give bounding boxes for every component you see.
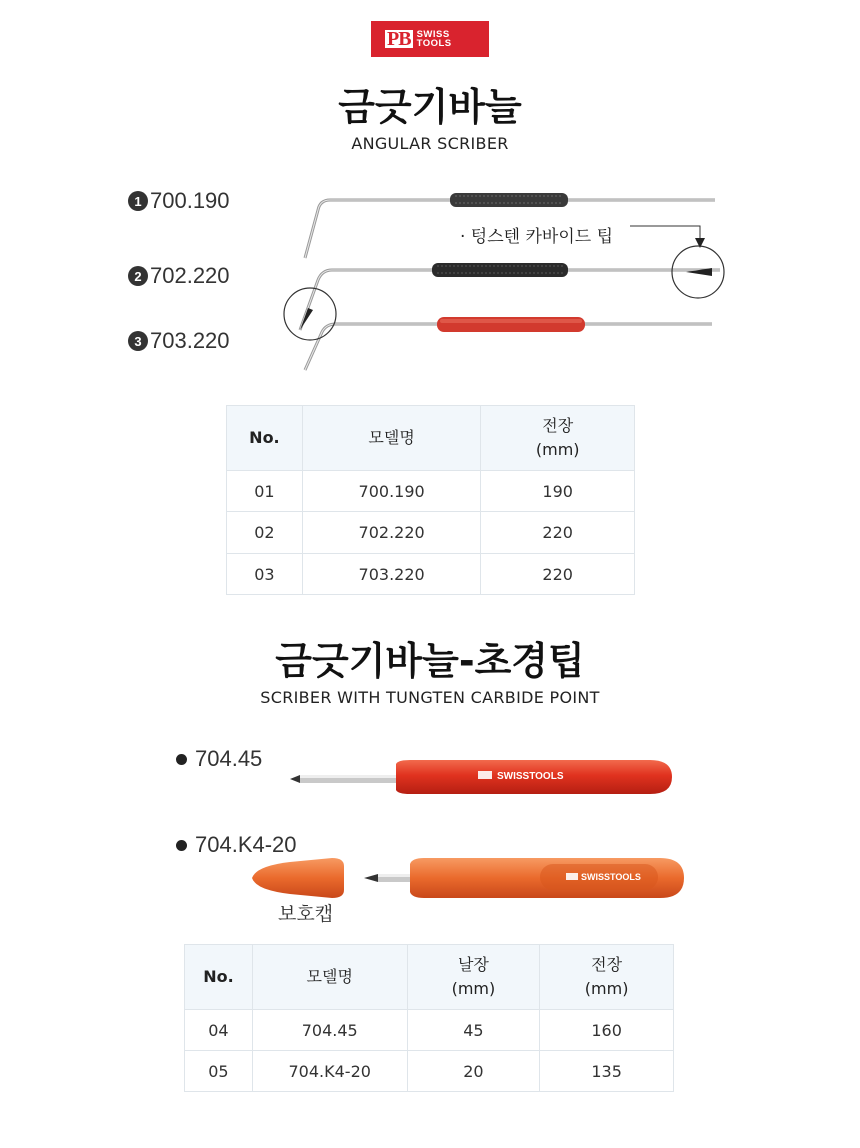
cell-model: 703.220 <box>302 554 481 595</box>
scriber-703-220 <box>305 317 712 370</box>
model-code: 704.45 <box>195 746 263 771</box>
spec-table-1 <box>226 405 635 595</box>
col-no: No. <box>185 945 253 1010</box>
cell-model: 702.220 <box>302 512 481 554</box>
number-badge-icon: 2 <box>128 266 148 286</box>
col-length: 전장 (mm) <box>481 406 635 471</box>
cell-length: 160 <box>540 1010 674 1051</box>
cell-model: 704.45 <box>252 1010 407 1051</box>
col-length: 전장 (mm) <box>540 945 674 1010</box>
cell-length: 190 <box>481 471 635 512</box>
table-row <box>227 471 635 512</box>
number-badge-icon: 3 <box>128 331 148 351</box>
spec-table-2 <box>184 944 674 1092</box>
cell-no: 02 <box>227 512 303 554</box>
cell-model: 700.190 <box>302 471 481 512</box>
col-blade-length: 날장 (mm) <box>407 945 540 1010</box>
model-code: 704.K4-20 <box>195 832 297 857</box>
section2-title: 금긋기바늘-초경팁 <box>275 639 585 683</box>
svg-text:SWISSTOOLS: SWISSTOOLS <box>497 771 564 782</box>
table-row <box>185 1051 674 1092</box>
section1-title: 금긋기바늘 <box>338 85 522 129</box>
number-badge-icon: 1 <box>128 191 148 211</box>
table-row <box>227 512 635 554</box>
scriber-704-k4-20 <box>364 858 684 898</box>
logo-pb-mark: PB <box>387 28 411 50</box>
logo-line2: TOOLS <box>416 38 452 49</box>
logo-line1: SWISS <box>416 29 450 40</box>
protective-cap <box>252 858 344 898</box>
cell-no: 03 <box>227 554 303 595</box>
section1-subtitle: ANGULAR SCRIBER <box>351 134 509 153</box>
cell-model: 704.K4-20 <box>252 1051 407 1092</box>
tungsten-tip-callout: · 텅스텐 카바이드 팁 <box>460 227 613 247</box>
carbide-scribers-illustration <box>0 752 860 912</box>
model-code: 700.190 <box>150 188 230 213</box>
table-row <box>227 554 635 595</box>
model-code: 702.220 <box>150 263 230 288</box>
cell-length: 220 <box>481 554 635 595</box>
cell-blade-length: 45 <box>407 1010 540 1051</box>
cap-label: 보호캡 <box>278 903 334 925</box>
handle-2 <box>432 263 568 277</box>
svg-text:SWISSTOOLS: SWISSTOOLS <box>581 872 641 882</box>
cell-length: 220 <box>481 512 635 554</box>
brand-logo <box>371 21 489 57</box>
col-model: 모델명 <box>252 945 407 1010</box>
model-code: 703.220 <box>150 328 230 353</box>
cell-no: 05 <box>185 1051 253 1092</box>
scriber-704-45 <box>290 760 672 794</box>
col-model: 모델명 <box>302 406 481 471</box>
cell-no: 04 <box>185 1010 253 1051</box>
section2-subtitle: SCRIBER WITH TUNGTEN CARBIDE POINT <box>260 688 600 707</box>
angular-scribers-illustration <box>0 180 860 380</box>
cell-blade-length: 20 <box>407 1051 540 1092</box>
logo-text <box>417 30 452 48</box>
cell-length: 135 <box>540 1051 674 1092</box>
table-row <box>185 1010 674 1051</box>
col-no: No. <box>227 406 303 471</box>
handle-1 <box>450 193 568 207</box>
cell-no: 01 <box>227 471 303 512</box>
